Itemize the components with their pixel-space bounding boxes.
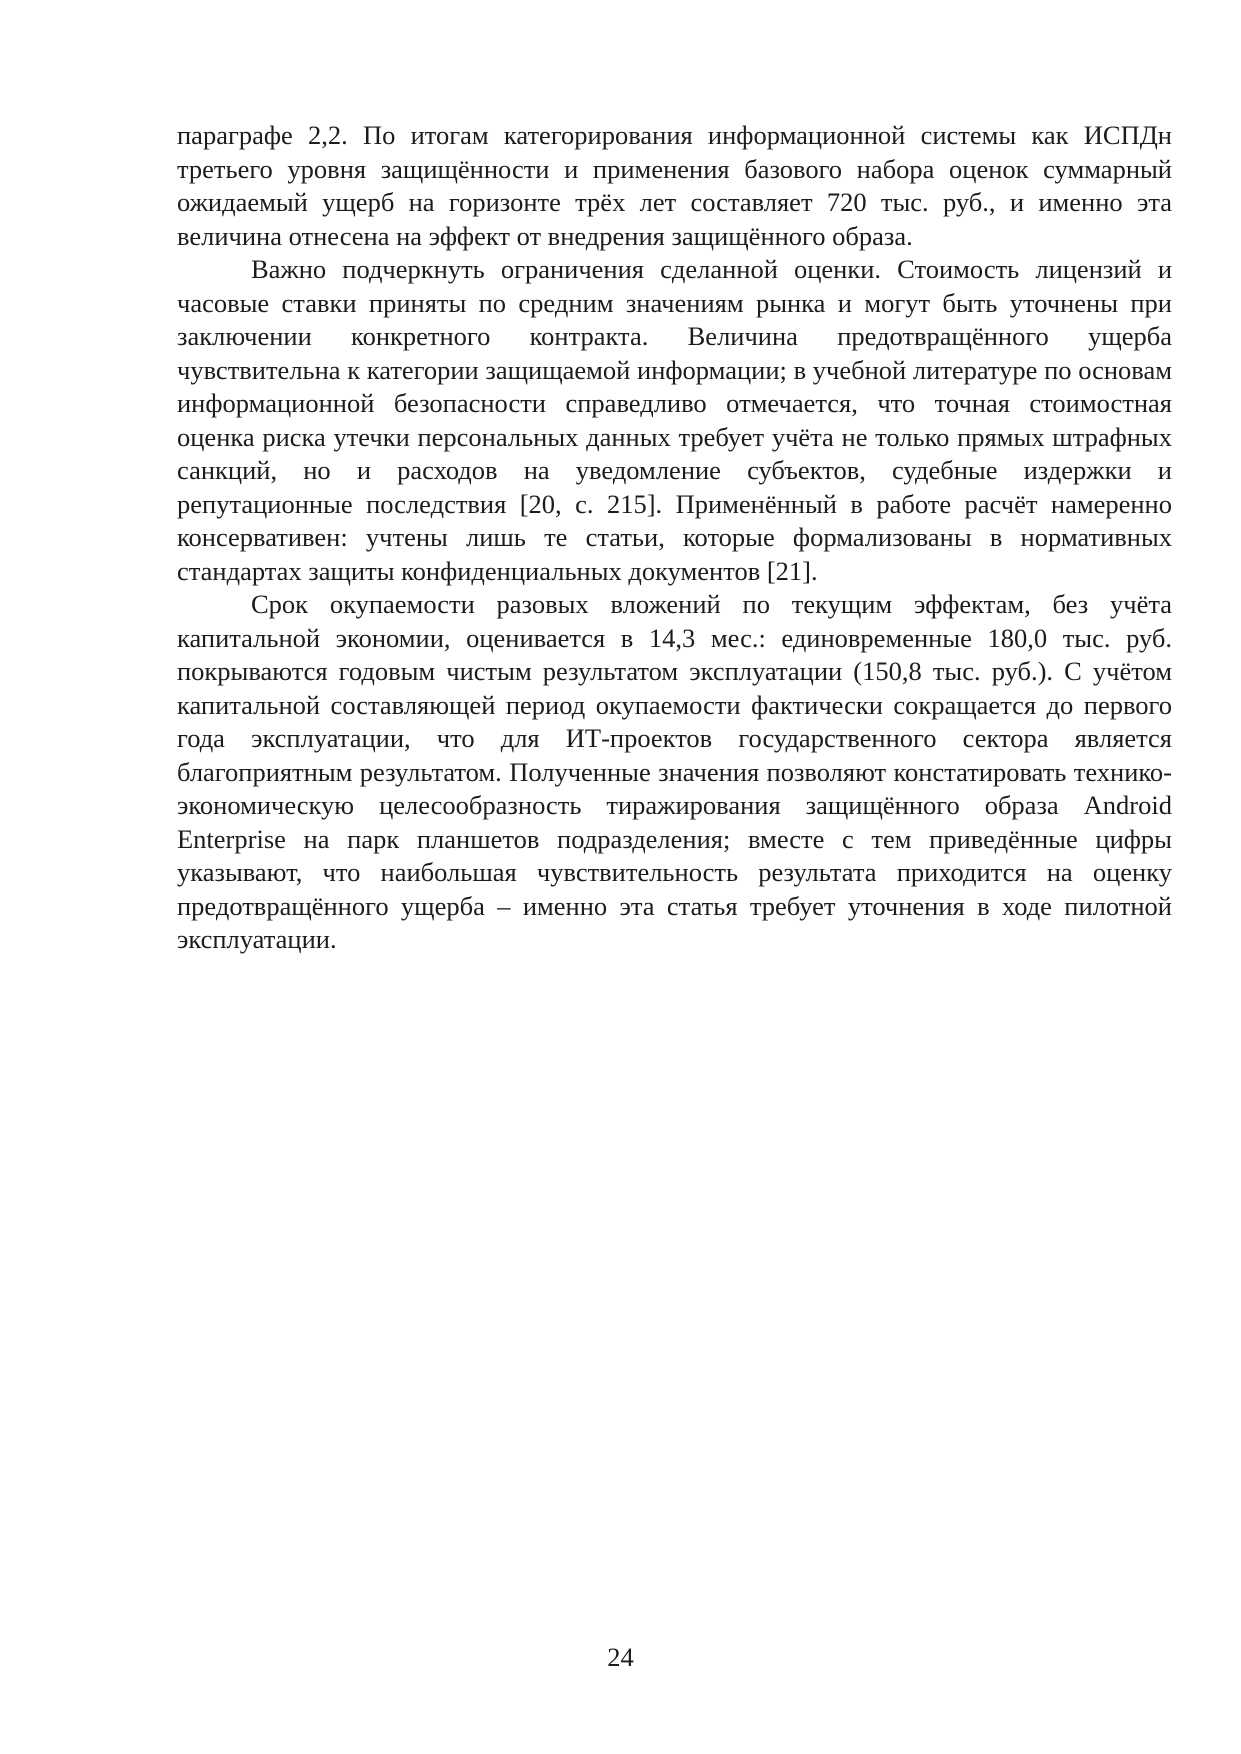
page-number: 24 xyxy=(607,1642,634,1672)
paragraph-continuation: параграфе 2,2. По итогам категорирования информационной системы как ИСПДн третьего уровня защищённости и применения базового набора оценок суммарный ожидаемый ущерб на горизонте трёх лет составляет 720 тыс. руб., и именно эта величина отнесена на эффект от внедрения защищённого образа. xyxy=(177,120,1172,251)
paragraph-payback: Срок окупаемости разовых вложений по текущим эффектам, без учёта капитальной экономии, оценивается в 14,3 мес.: единовременные 180,0 тыс. руб. покрываются годовым чистым результатом эксплуатации (150,8 тыс. руб.). С учётом капитальной составляющей период окупаемости фактически сокращается до первого года эксплуатации, что для ИТ-проектов государственного сектора является благоприятным результатом. Полученные значения позволяют констатировать технико-экономическую целесообразность тиражирования защищённого образа Android Enterprise на парк планшетов подразделения; вместе с тем приведённые цифры указывают, что наибольшая чувствительность результата приходится на оценку предотвращённого ущерба – именно эта статья требует уточнения в ходе пилотной эксплуатации. xyxy=(177,589,1172,954)
paragraph-limitations: Важно подчеркнуть ограничения сделанной оценки. Стоимость лицензий и часовые ставки приняты по средним значениям рынка и могут быть уточнены при заключении конкретного контракта. Величина предотвращённого ущерба чувствительна к категории защищаемой информации; в учебной литературе по основам информационной безопасности справедливо отмечается, что точная стоимостная оценка риска утечки персональных данных требует учёта не только прямых штрафных санкций, но и расходов на уведомление субъектов, судебные издержки и репутационные последствия [20, с. 215]. Применённый в работе расчёт намеренно консервативен: учтены лишь те статьи, которые формализованы в нормативных стандартах защиты конфиденциальных документов [21]. xyxy=(177,254,1172,586)
body-text xyxy=(177,119,1172,957)
